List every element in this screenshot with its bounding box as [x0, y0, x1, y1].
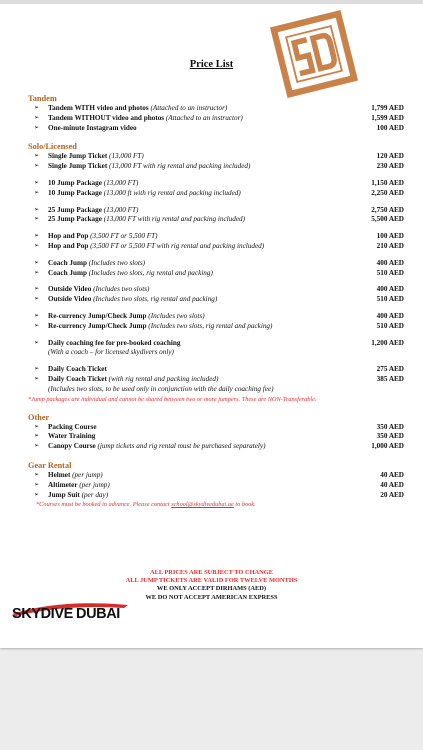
- price-row: ➢ Canopy Course (jump tickets and rig rental must be purchased separately) 1,000 AED: [28, 442, 404, 452]
- price-row: ➢ Jump Suit (per day) 20 AED: [28, 491, 404, 501]
- daily-coach-subnote: (Includes two slots, to be used only in conjunction with the daily coaching fee): [48, 384, 274, 393]
- course-note: *Courses must be booked in advance. Please contact school@skydivedubai.ae to book.: [36, 501, 256, 509]
- price-row: ➢ Water Training 350 AED: [28, 432, 404, 442]
- arrow-bullet-icon: ➢: [34, 423, 40, 430]
- arrow-bullet-icon: ➢: [34, 105, 40, 111]
- price-row: ➢ 10 Jump Package (13,000 FT) 1,150 AED: [28, 179, 404, 189]
- price-row: ➢ 25 Jump Package (13,000 FT) 2,750 AED: [28, 206, 404, 216]
- arrow-bullet-icon: ➢: [34, 322, 40, 329]
- arrow-bullet-icon: ➢: [34, 179, 40, 186]
- arrow-bullet-icon: ➢: [34, 242, 40, 249]
- price-row: ➢ 10 Jump Package (13,000 ft with rig rental and packing included) 2,250 AED: [28, 189, 404, 199]
- arrow-bullet-icon: ➢: [34, 189, 40, 196]
- section-title-solo: Solo/Licensed: [28, 142, 77, 152]
- arrow-bullet-icon: ➢: [34, 233, 40, 240]
- price-row: ➢ Re-currency Jump/Check Jump (Includes two slots, rig rental and packing) 510 AED: [28, 322, 404, 332]
- arrow-bullet-icon: ➢: [34, 296, 40, 303]
- page-title: Price List: [189, 59, 234, 70]
- arrow-bullet-icon: ➢: [34, 443, 40, 450]
- arrow-bullet-icon: ➢: [34, 153, 40, 160]
- price-row: ➢ Tandem WITH video and photos (Attached to an instructor) 1,799 AED: [28, 104, 404, 114]
- arrow-bullet-icon: ➢: [34, 491, 40, 498]
- arrow-bullet-icon: ➢: [34, 286, 40, 293]
- footer-line: ALL JUMP TICKETS ARE VALID FOR TWELVE MONTHS: [125, 577, 298, 585]
- price-content: [28, 94, 404, 509]
- section-title-other: Other: [28, 412, 50, 422]
- price-row: ➢ 25 Jump Package (13,000 FT with rig rental and packing included) 5,500 AED: [28, 215, 404, 225]
- arrow-bullet-icon: ➢: [34, 259, 40, 266]
- price-row: ➢ Daily Coach Ticket 275 AED: [28, 365, 404, 375]
- jump-package-note: *Jump packages are individual and cannot be shared between two or more jumpers. These are NON-Transferable.: [28, 395, 317, 403]
- arrow-bullet-icon: ➢: [34, 114, 40, 121]
- price-row: ➢ Single Jump Ticket (13,000 FT with rig rental and packing included) 230 AED: [28, 162, 404, 172]
- footer-line: WE DO NOT ACCEPT AMERICAN EXPRESS: [145, 593, 278, 601]
- svg-text:DUBAI: DUBAI: [76, 606, 120, 621]
- svg-text:SKYDIVE: SKYDIVE: [12, 606, 73, 621]
- arrow-bullet-icon: ➢: [34, 163, 40, 170]
- price-row: ➢ Coach Jump (Includes two slots) 400 AED: [28, 259, 404, 269]
- arrow-bullet-icon: ➢: [34, 481, 40, 488]
- price-row: ➢ Helmet (per jump) 40 AED: [28, 471, 404, 481]
- price-row: ➢ Coach Jump (Includes two slots, rig rental and packing) 510 AED: [28, 269, 404, 279]
- price-row: ➢ Single Jump Ticket (13,000 FT) 120 AED: [28, 152, 404, 162]
- arrow-bullet-icon: ➢: [34, 366, 40, 373]
- price-row: ➢ Altimeter (per jump) 40 AED: [28, 481, 404, 491]
- price-row: ➢ Re-currency Jump/Check Jump (Includes two slots) 400 AED: [28, 312, 404, 322]
- price-row: ➢ Daily Coach Ticket (with rig rental and packing included) 385 AED: [28, 375, 404, 385]
- skydive-dubai-stamp-logo: [268, 8, 360, 100]
- arrow-bullet-icon: ➢: [34, 312, 40, 319]
- section-title-gear: Gear Rental: [28, 460, 72, 470]
- price-row: ➢ Hop and Pop (3,500 FT or 5,500 FT) 100 AED: [28, 232, 404, 242]
- section-title-tandem: Tandem: [28, 94, 57, 103]
- price-row: ➢ Daily coaching fee for pre-booked coaching 1,200 AED: [28, 339, 404, 349]
- arrow-bullet-icon: ➢: [34, 375, 40, 382]
- footer-line: WE ONLY ACCEPT DIRHAMS (AED): [156, 585, 267, 593]
- price-row: ➢ One-minute Instagram video 100 AED: [28, 124, 404, 134]
- price-row: ➢ Hop and Pop (3,500 FT or 5,500 FT with rig rental and packing included) 210 AED: [28, 242, 404, 252]
- price-row: ➢ Tandem WITHOUT video and photos (Attached to an instructor) 1,599 AED: [28, 114, 404, 124]
- arrow-bullet-icon: ➢: [34, 269, 40, 276]
- price-row: ➢ Outside Video (Includes two slots, rig rental and packing) 510 AED: [28, 295, 404, 305]
- arrow-bullet-icon: ➢: [34, 471, 40, 478]
- coaching-subnote: (With a coach – for licensed skydivers only): [48, 348, 174, 357]
- top-rule: [0, 0, 423, 4]
- footer-line: ALL PRICES ARE SUBJECT TO CHANGE: [149, 569, 274, 576]
- skydive-dubai-wordmark-logo: [10, 597, 138, 621]
- arrow-bullet-icon: ➢: [34, 433, 40, 440]
- arrow-bullet-icon: ➢: [34, 124, 40, 131]
- price-row: ➢ Packing Course 350 AED: [28, 423, 404, 433]
- arrow-bullet-icon: ➢: [34, 206, 40, 213]
- email-link[interactable]: school@skydivedubai.ae: [171, 501, 234, 509]
- price-row: ➢ Outside Video (Includes two slots) 400 AED: [28, 285, 404, 295]
- arrow-bullet-icon: ➢: [34, 216, 40, 223]
- arrow-bullet-icon: ➢: [34, 339, 40, 346]
